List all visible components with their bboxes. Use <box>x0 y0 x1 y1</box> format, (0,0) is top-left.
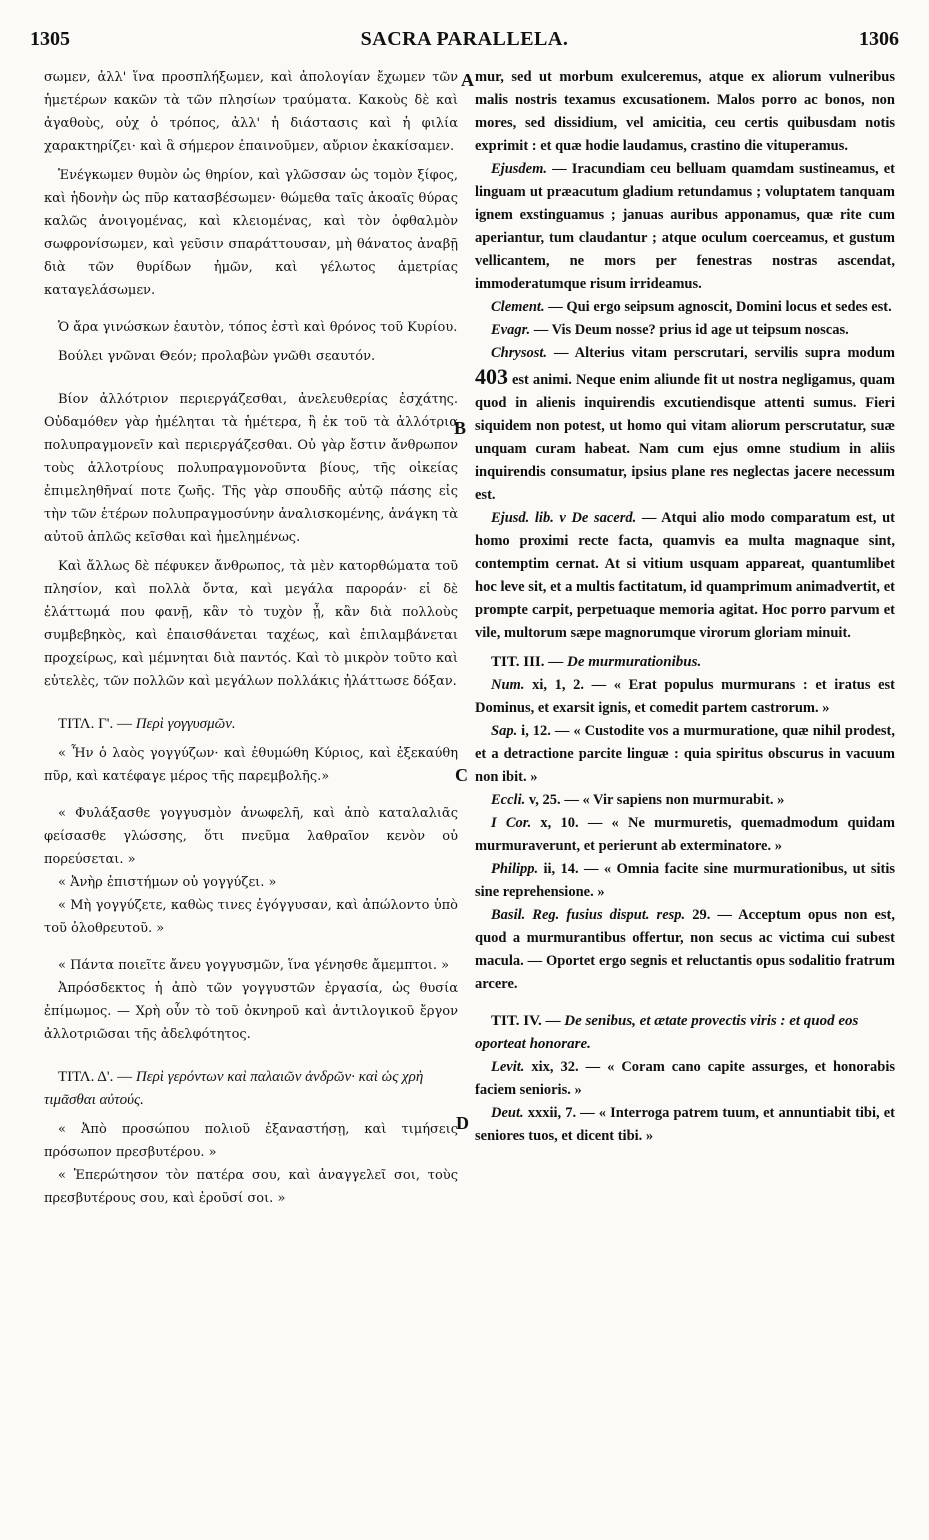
latin-quote-7-source: Levit. <box>491 1059 525 1075</box>
margin-letter-c: C <box>455 765 468 785</box>
greek-quote-3: « Ἀνὴρ ἐπιστήμων οὐ γογγύζει. » <box>58 875 277 890</box>
latin-paragraph-4 <box>475 319 895 342</box>
greek-paragraph-5: Βίον ἀλλότριον περιεργάζεσθαι, ἀνελευθερίας ἐσχάτης. Οὐδαμόθεν γὰρ ἠμέληται τὰ ἡμέτερα, ἢ ἐκ τοῦ τὰ ἀλλότρια πολυπραγμονεῖν καὶ περιεργάζεσθαι. Οὐ γὰρ ἔστιν ἄνθρωπον τοὺς ἀλλοτρίους πολυπραγμονοῦντα βίους, τῆς οἰκείας ἐπιμεληθῆναί ποτε ζωῆς. Τῆς γὰρ σπουδῆς αὐτῷ πάσης εἰς τὴν τῶν ἑτέρων πολυπραγμοσύνην ἀναλισκομένης, ἀνάγκη τὰ αὐτοῦ ἁπλῶς κεῖσθαι καὶ ἠμελημένως. <box>44 392 458 545</box>
greek-title-3-number: ΤΙΤΛ. Γ'. — <box>58 716 132 732</box>
page-number-right: 1306 <box>859 28 899 50</box>
margin-letter-a: A <box>461 70 474 90</box>
greek-quote-8: « Ἐπερώτησον τὸν πατέρα σου, καὶ ἀναγγελεῖ σοι, τοὺς πρεσβυτέρους σου, καὶ ἐροῦσί σοι. » <box>44 1168 458 1206</box>
latin-title-4-number: TIT. IV. — <box>491 1013 561 1029</box>
latin-quote-6-ref: 29. <box>685 907 711 923</box>
greek-title-4-number: ΤΙΤΛ. Δ'. — <box>58 1069 133 1085</box>
latin-quote-8-text: — « Interroga patrem tuum, et annuntiabit tibi, et seniores tuos, et dicent tibi. » <box>475 1105 895 1144</box>
latin-quote-8-source: Deut. <box>491 1105 524 1121</box>
greek-quote-4: « Μὴ γογγύζετε, καθὼς τινες ἐγόγγυσαν, καὶ ἀπώλοντο ὑπὸ τοῦ ὀλοθρευτοῦ. » <box>44 898 458 936</box>
margin-letter-d: D <box>456 1113 469 1133</box>
greek-paragraph-2: Ἐνέγκωμεν θυμὸν ὡς θηρίον, καὶ γλῶσσαν ὡς τομὸν ξίφος, καὶ ἡδονὴν ὡς πῦρ κατασβέσωμεν· θώμεθα ταῖς ἀκοαῖς θύρας καλῶς ἀνοιγομένας, καὶ κλειομένας, καὶ τὸν ὀφθαλμὸν σωφρονίσωμεν, καὶ γεῦσιν σπαράττουσαν, μὴ θάνατος ἀναβῇ διὰ τῶν θυρίδων ἡμῶν, καὶ γέλωτος ἀμετρίας καταγελάσωμεν. <box>44 168 458 298</box>
latin-quote-1 <box>475 674 895 720</box>
latin-paragraph-3 <box>475 296 895 319</box>
latin-quote-2-text: — « Custodite vos a murmuratione, quæ nihil prodest, et a detractione parcite linguæ : quia spiritus obscurus in vacuum non ibit. » <box>475 723 896 785</box>
latin-quote-7-ref: xix, 32. <box>524 1059 579 1075</box>
latin-source-4: Evagr. <box>491 322 531 338</box>
latin-quote-8-ref: xxxii, 7. <box>523 1105 577 1121</box>
latin-quote-5-text: — « Omnia facite sine murmurationibus, ut sitis sine reprehensione. » <box>475 861 896 900</box>
latin-quote-6 <box>475 904 895 996</box>
margin-letter-b: B <box>454 418 467 438</box>
latin-quote-2-source: Sap. <box>491 723 518 739</box>
latin-source-5: Chrysost. <box>491 345 548 361</box>
latin-quote-8 <box>475 1102 895 1148</box>
latin-text-5a: — Alterius vitam perscrutari, servilis supra modum <box>547 345 895 361</box>
latin-title-3 <box>475 651 895 674</box>
latin-text-4: — Vis Deum nosse? prius id age ut teipsum noscas. <box>530 322 849 338</box>
latin-text-6: — Atqui alio modo comparatum est, ut homo proximi recte facta, quamvis ea multa magnaque sint, contemptim cernat. At si vitium usquam appareat, quantumlibet hoc leve sit, et a multis factitatum, id quamprimum animadvertit, et prompte carpit, perpetuaque memoria agitat. Hoc porro parvum et vile, multorum sæpe magnorumque virorum gloriam minuit. <box>475 510 895 641</box>
latin-quote-2-ref: i, 12. <box>517 723 551 739</box>
greek-quote-2: « Φυλάξασθε γογγυσμὸν ἀνωφελῆ, καὶ ἀπὸ καταλαλιᾶς φείσασθε γλώσσης, ὅτι πνεῦμα λαθραῖον κενὸν οὐ πορεύσεται. » <box>44 806 458 867</box>
latin-quote-4-ref: x, 10. <box>531 815 579 831</box>
greek-title-3-name: Περὶ γογγυσμῶν. <box>135 716 236 732</box>
latin-quote-5-source: Philipp. <box>491 861 539 877</box>
greek-title-4 <box>44 1066 458 1112</box>
latin-quote-3-ref: v, 25. <box>525 792 561 808</box>
latin-quote-3-text: — « Vir sapiens non murmurabit. » <box>560 792 785 808</box>
latin-quote-6-source: Basil. Reg. fusius disput. resp. <box>491 907 686 923</box>
greek-title-3 <box>44 713 458 736</box>
page-number-left: 1305 <box>30 28 70 50</box>
latin-text-2: — Iracundiam ceu belluam quamdam sustineamus, et linguam ut præacutum gladium retundamus ; voluptatem tanquam ignem exstinguamus ; januas auribus apponamus, quæ rite cum aperiantur, tum claudantur ; atque oculum coerceamus, et gustum vellicantem, ne mors per fenestras nostras ascendat, immoderatumque risum irrideamus. <box>475 161 895 292</box>
latin-quote-4 <box>475 812 895 858</box>
latin-title-4 <box>475 1010 895 1056</box>
running-title: SACRA PARALLELA. <box>360 28 569 50</box>
greek-quote-5: « Πάντα ποιεῖτε ἄνευ γογγυσμῶν, ἵνα γένησθε ἄμεμπτοι. » <box>58 958 450 973</box>
running-head <box>30 28 899 58</box>
latin-quote-1-text: — « Erat populus murmurans : et iratus est Dominus, et exarsit ignis, et comedit partem castrorum. » <box>475 677 896 716</box>
latin-source-6: Ejusd. lib. v De sacerd. <box>491 510 637 526</box>
latin-quote-5 <box>475 858 895 904</box>
greek-paragraph-4: Βούλει γνῶναι Θεόν; προλαβὼν γνῶθι σεαυτόν. <box>58 349 376 364</box>
latin-title-3-name: De murmurationibus. <box>567 654 702 670</box>
latin-quote-1-ref: xi, 1, 2. <box>524 677 584 693</box>
latin-title-3-number: TIT. III. — <box>491 654 564 670</box>
latin-quote-4-text: — « Ne murmuretis, quemadmodum quidam murmuraverunt, et perierunt ab exterminatore. » <box>475 815 895 854</box>
latin-paragraph-6 <box>475 507 895 645</box>
latin-text-5b: est animi. Neque enim aliunde fit ut nostra negligamus, quam quod in alienis inquirendis excutiendisque attenti sumus. Fieri siquidem non potest, ut homo qui vitam aliorum perscrutatur, suæ unquam curam habeat. Nam cum ejus omne studium in aliis inquirendis consumatur, ipsius plane res neglectas jacere necessum est. <box>475 372 895 503</box>
greek-column <box>44 66 458 1210</box>
latin-quote-3-source: Eccli. <box>491 792 526 808</box>
latin-text-3: — Qui ergo seipsum agnoscit, Domini locus et sedes est. <box>544 299 892 315</box>
greek-paragraph-1: σωμεν, ἀλλ' ἵνα προσπλήξωμεν, καὶ ἀπολογίαν ἔχωμεν τῶν ἡμετέρων κακῶν τὰ τῶν πλησίων τραύματα. Κακοὺς δὲ καὶ ἀγαθοὺς, οὐχ ὁ τρόπος, ἀλλ' ἡ διάστασις καὶ ἡ φιλία χαρακτηρίζει· καὶ ἃ σήμερον ἐπαινοῦμεν, αὔριον ἐκακίσαμεν. <box>44 70 458 154</box>
latin-quote-5-ref: ii, 14. <box>538 861 579 877</box>
latin-quote-2 <box>475 720 895 789</box>
latin-paragraph-5 <box>475 342 895 507</box>
greek-paragraph-6: Καὶ ἄλλως δὲ πέφυκεν ἄνθρωπος, τὰ μὲν κατορθώματα τοῦ πλησίον, καὶ πολλὰ ὄντα, καὶ μεγάλα παροράν· εἰ δὲ ἐλάττωμά που φανῇ, κἂν τὸ τυχὸν ᾖ, κἂν διὰ πολλοὺς συμβεβηκὸς, καὶ ἐπαισθάνεται ταχέως, καὶ ἐπιλαμβάνεται προχείρως, καὶ μέμνηται διὰ παντός. Καὶ τὸ μικρὸν τοῦτο καὶ εὐτελὲς, τῶν πολλῶν καὶ μεγάλων πολλάκις ἠλάττωσε δόξαν. <box>44 559 458 689</box>
greek-title-4-name: Περὶ γερόντων καὶ παλαιῶν ἀνδρῶν· καὶ ὡς χρὴ τιμᾶσθαι αὐτούς. <box>44 1069 424 1108</box>
latin-quote-3 <box>475 789 895 812</box>
latin-column <box>475 66 895 1148</box>
latin-source-2: Ejusdem. <box>491 161 547 177</box>
latin-quote-6-text: — Acceptum opus non est, quod a murmurantibus offertur, non secus ac victima cui subest macula. — Oportet ergo segnis et reluctantis opus sodalitio fratrum arcere. <box>475 907 895 992</box>
latin-paragraph-1: mur, sed ut morbum exulceremus, atque ex aliorum vulneribus malis nostris texamus excusationem. Malos porro ac bonos, non mores, sed dissidium, vel amicitia, ceu certis quibusdam notis exprimit : et quæ hodie laudamus, crastino die vituperamus. <box>475 69 895 154</box>
latin-quote-7-text: — « Coram cano capite assurges, et honorabis faciem senioris. » <box>475 1059 896 1098</box>
latin-source-3: Clement. <box>491 299 545 315</box>
latin-quote-1-source: Num. <box>491 677 525 693</box>
greek-paragraph-3: Ὁ ἄρα γινώσκων ἑαυτὸν, τόπος ἐστὶ καὶ θρόνος τοῦ Κυρίου. <box>58 320 458 335</box>
greek-quote-6: Ἀπρόσδεκτος ἡ ἀπὸ τῶν γογγυστῶν ἐργασία, ὡς θυσία ἐπίμωμος. — Χρὴ οὖν τὸ τοῦ ὀκνηροῦ καὶ ἀντιλογικοῦ ἔργον ἀλλοτριῶσαι τῆς ἀδελφότητος. <box>44 981 458 1042</box>
latin-paragraph-2 <box>475 158 895 296</box>
column-number: 403 <box>475 364 508 389</box>
latin-quote-4-source: I Cor. <box>491 815 532 831</box>
latin-title-4-name: De senibus, et ætate provectis viris : et quod eos oporteat honorare. <box>475 1013 859 1052</box>
greek-quote-7: « Ἀπὸ προσώπου πολιοῦ ἐξαναστήσῃ, καὶ τιμήσεις πρόσωπον πρεσβυτέρου. » <box>44 1122 458 1160</box>
latin-quote-7 <box>475 1056 895 1102</box>
greek-quote-1: « Ἦν ὁ λαὸς γογγύζων· καὶ ἐθυμώθη Κύριος, καὶ ἐξεκαύθη πῦρ, καὶ κατέφαγε μέρος τῆς παρεμβολῆς.» <box>44 746 458 784</box>
